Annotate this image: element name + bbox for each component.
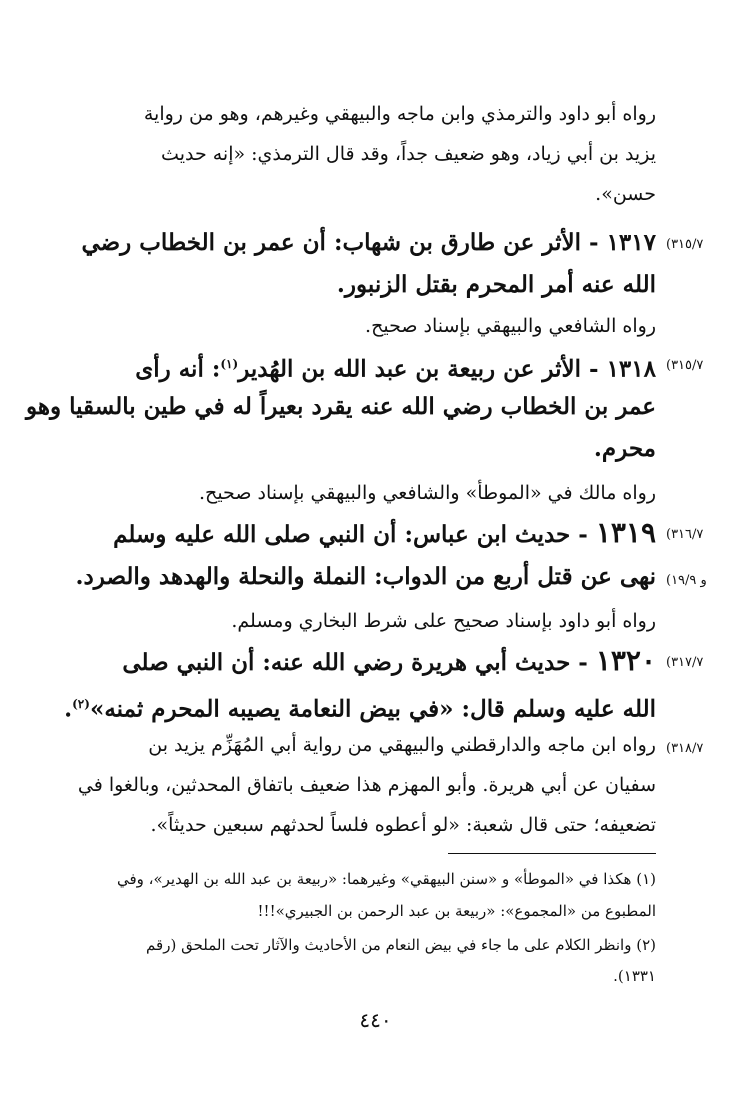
entry-heading <box>66 343 656 391</box>
source-note: رواه مالك في «الموطأ» والشافعي والبيهقي بإسناد صحيح. <box>199 482 656 504</box>
volume-reference: (٣١٥/٧ <box>666 358 704 373</box>
footnote-line: (١) هكذا في «الموطأ» و «سنن البيهقي» وغيرهما: «ربيعة بن عبد الله بن الهدير»، وفي <box>116 870 656 888</box>
heading-text: الله عليه وسلم قال: «في بيض النعامة يصيبه المحرم ثمنه» <box>89 695 656 723</box>
heading-text: : أنه رأى <box>135 355 221 383</box>
source-note: رواه ابن ماجه والدارقطني والبيهقي من رواية أبي المُهَزِّم يزيد بن <box>148 734 656 756</box>
volume-reference: (٣١٨/٧ <box>666 741 704 756</box>
entry-heading: نهى عن قتل أربع من الدواب: النملة والنحلة والهدهد والصرد. <box>75 563 656 590</box>
text-line: رواه أبو داود والترمذي وابن ماجه والبيهقي وغيرهم، وهو من رواية <box>143 103 656 125</box>
source-note: تضعيفه؛ حتى قال شعبة: «لو أعطوه فلساً لحدثهم سبعين حديثاً». <box>150 814 656 836</box>
text-line: يزيد بن أبي زياد، وهو ضعيف جداً، وقد قال الترمذي: «إنه حديث <box>161 143 656 165</box>
footnote-marker: (٢) <box>72 697 90 711</box>
entry-heading <box>66 512 656 556</box>
heading-text: - حديث ابن عباس: أن النبي صلى الله عليه وسلم <box>113 521 596 548</box>
heading-text: - حديث أبي هريرة رضي الله عنه: أن النبي صلى <box>122 649 596 676</box>
entry-number: ١٣٢٠ <box>595 644 656 677</box>
entry-heading: عمر بن الخطاب رضي الله عنه يقرد بعيراً له في طين بالسقيا وهو <box>25 393 656 420</box>
footnote-divider <box>448 853 656 854</box>
heading-text: . <box>64 695 73 723</box>
footnote-line: ١٣٣١). <box>613 967 656 985</box>
page-number: ٤٤٠ <box>359 1008 392 1032</box>
entry-heading: ١٣١٧ - الأثر عن طارق بن شهاب: أن عمر بن الخطاب رضي <box>81 229 656 256</box>
source-note: سفيان عن أبي هريرة. وأبو المهزم هذا ضعيف باتفاق المحدثين، وبالغوا في <box>77 774 656 796</box>
entry-number: ١٣١٩ <box>595 516 656 549</box>
source-note: رواه أبو داود بإسناد صحيح على شرط البخاري ومسلم. <box>231 610 656 632</box>
volume-reference: (٣١٥/٧ <box>666 237 704 252</box>
entry-heading: الله عنه أمر المحرم بقتل الزنبور. <box>336 271 656 298</box>
entry-heading: محرم. <box>593 435 656 462</box>
text-line: حسن». <box>595 183 656 205</box>
footnote-marker: (١) <box>220 357 239 371</box>
source-note: رواه الشافعي والبيهقي بإسناد صحيح. <box>365 315 656 337</box>
entry-heading <box>66 683 656 731</box>
volume-reference: و ١٩/٩) <box>666 573 707 588</box>
footnote-line: المطبوع من «المجموع»: «ربيعة بن عبد الرحمن بن الجبيري»!!! <box>257 902 656 920</box>
footnote-line: (٢) وانظر الكلام على ما جاء في بيض النعام من الأحاديث والآثار تحت الملحق (رقم <box>146 936 656 954</box>
volume-reference: (٣١٦/٧ <box>666 527 704 542</box>
heading-text: ١٣١٨ - الأثر عن ربيعة بن عبد الله بن الهُدير <box>238 355 656 383</box>
entry-heading <box>66 640 656 684</box>
volume-reference: (٣١٧/٧ <box>666 655 704 670</box>
